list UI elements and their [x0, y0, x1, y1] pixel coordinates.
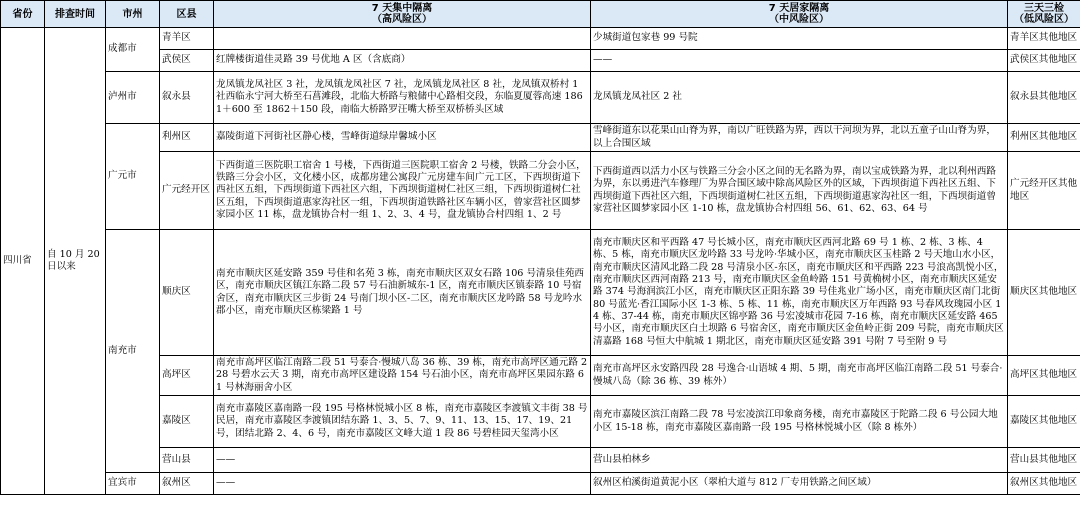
low-risk-cell: 武侯区其他地区: [1008, 50, 1080, 72]
header-mid-risk-sub: （中风险区）: [769, 14, 829, 25]
high-risk-cell: [214, 28, 591, 50]
city-cell: 宜宾市: [106, 473, 160, 495]
header-high-risk-sub: （高风险区）: [372, 14, 432, 25]
header-row: [1, 1, 1080, 28]
city-cell: 南充市: [106, 230, 160, 473]
low-risk-cell: 嘉陵区其他地区: [1008, 396, 1080, 448]
high-risk-cell: 红牌楼街道佳灵路 39 号优地 A 区（含底商）: [214, 50, 591, 72]
time-cell: 自 10 月 20 日以来: [45, 28, 106, 495]
header-county: 区县: [160, 1, 214, 28]
city-cell: 泸州市: [106, 72, 160, 124]
county-cell: 营山县: [160, 448, 214, 473]
mid-risk-cell: 营山县柏林乡: [591, 448, 1008, 473]
county-cell: 叙永县: [160, 72, 214, 124]
mid-risk-cell: 南充市高坪区永安路四段 28 号逸合·山语城 4 期、5 期，南充市高坪区临江南路二段 51 号泰合·慢城八岛（除 36 栋、39 栋外）: [591, 356, 1008, 396]
table-row: [1, 124, 1080, 152]
county-cell: 叙州区: [160, 473, 214, 495]
high-risk-cell: 下西街道三医院职工宿舍 1 号楼，下西街道三医院职工宿舍 2 号楼，铁路二分会小区，铁路三分会小区，文化楼小区，成都房建公寓段广元房建车间广元工区，下西坝街道下西社区五组，下西坝街道下西社区六组，下西坝街道树仁社区三组，下西坝街道树仁社区五组，下西坝街道惠家沟社区一组，下西坝街道铁路社区车辆小区，曾家营社区圆梦家园小区 11 栋，盘龙镇协合村一组 1、2、3、4 号，盘龙镇协合村四组 1、2 号: [214, 152, 591, 230]
mid-risk-cell: 少城街道包家巷 99 号院: [591, 28, 1008, 50]
low-risk-cell: 叙永县其他地区: [1008, 72, 1080, 124]
header-province: 省份: [1, 1, 45, 28]
header-high-risk: [214, 1, 591, 28]
county-cell: 利州区: [160, 124, 214, 152]
mid-risk-cell: 南充市顺庆区和平西路 47 号长城小区，南充市顺庆区西河北路 69 号 1 栋、2 栋、3 栋、4 栋、5 栋，南充市顺庆区龙吟路 33 号龙吟·华城小区，南充市顺庆区玉桂路 2 号天地山水小区，南充市顺庆区清风北路二段 28 号清泉小区-东区，南充市顺庆区和平西路 223 号浪高凯悦小区，南充市顺庆区西河南路 213 号，南充市顺庆区金鱼岭路 151 号黄桷树小区，南充市顺庆区延安路 374 号海润滨江小区，南充市顺庆区正阳东路 39 号佳兆业广场小区，南充市顺庆区南门北街 80 号蓝光·香江国际小区 1-3 栋、5 栋、11 栋，南充市顺庆区万年西路 93 号春风玫瑰园小区 14 栋、37-44 栋，南充市顺庆区锦亭路 36 号宏凌城市花园 7-16 栋，南充市顺庆区延安路 465 号小区，南充市顺庆区白土坝路 6 号宿舍区，南充市顺庆区金鱼岭正街 209 号院，南充市顺庆区清嘉路 168 号恒大中航城 1 期北区，南充市顺庆区延安路 391 号附 7 号至附 9 号: [591, 230, 1008, 356]
county-cell: 顺庆区: [160, 230, 214, 356]
low-risk-cell: 营山县其他地区: [1008, 448, 1080, 473]
low-risk-cell: 利州区其他地区: [1008, 124, 1080, 152]
city-cell: 成都市: [106, 28, 160, 72]
high-risk-cell: 南充市顺庆区延安路 359 号佳和名苑 3 栋，南充市顺庆区双女石路 106 号清泉佳苑西区，南充市顺庆区镇江东路二段 57 号石油新城东-1 区，南充市顺庆区镇泰路 10 号宿舍区，南充市顺庆区三步街 24 号南门坝小区-二区，南充市顺庆区龙吟路 58 号龙吟水郡小区，南充市顺庆区栋梁路 1 号: [214, 230, 591, 356]
mid-risk-cell: 龙凤镇龙凤社区 2 社: [591, 72, 1008, 124]
mid-risk-cell: ——: [591, 50, 1008, 72]
mid-risk-cell: 南充市嘉陵区滨江南路二段 78 号宏凌滨江印象商务楼，南充市嘉陵区于陀路二段 6 号公园大地小区 15-18 栋，南充市嘉陵区嘉南路一段 195 号格林悦城小区（除 8 栋外）: [591, 396, 1008, 448]
header-city: 市州: [106, 1, 160, 28]
header-time: 排查时间: [45, 1, 106, 28]
table-row: [1, 473, 1080, 495]
low-risk-cell: 叙州区其他地区: [1008, 473, 1080, 495]
table-row: [1, 152, 1080, 230]
header-mid-risk: [591, 1, 1008, 28]
county-cell: 嘉陵区: [160, 396, 214, 448]
table-row: [1, 356, 1080, 396]
header-high-risk-title: 7 天集中隔离: [371, 3, 433, 14]
county-cell: 广元经开区: [160, 152, 214, 230]
header-mid-risk-title: 7 天居家隔离: [768, 3, 830, 14]
mid-risk-cell: 下西街道西以活力小区与铁路三分会小区之间的无名路为界，南以宝成铁路为界，北以利州西路为界，东以勇进汽车修理厂为界合围区域中除高风险区外的区域，下西坝街道下西社区五组、下西坝街道下西社区六组，下西坝街道树仁社区五组，下西坝街道惠家沟社区一组，下西坝街道曾家营社区圆梦家园小区 1-10 栋，盘龙镇协合村四组 56、61、62、63、64 号: [591, 152, 1008, 230]
table-row: [1, 50, 1080, 72]
low-risk-cell: 广元经开区其他地区: [1008, 152, 1080, 230]
city-cell: 广元市: [106, 124, 160, 230]
province-cell: 四川省: [1, 28, 45, 495]
high-risk-cell: 南充市嘉陵区嘉南路一段 195 号格林悦城小区 8 栋，南充市嘉陵区李渡镇文丰街 38 号民居，南充市嘉陵区李渡镇团结东路 1、3、5、7、9、11、13、15、17、19、21 号，团结北路 2、4、6 号，南充市嘉陵区文峰大道 1 段 86 号碧桂园天玺湾小区: [214, 396, 591, 448]
county-cell: 高坪区: [160, 356, 214, 396]
table-row: [1, 396, 1080, 448]
mid-risk-cell: 叙州区柏溪街道黄泥小区（翠柏大道与 812 厂专用铁路之间区域）: [591, 473, 1008, 495]
county-cell: 青羊区: [160, 28, 214, 50]
low-risk-cell: 青羊区其他地区: [1008, 28, 1080, 50]
high-risk-cell: 龙凤镇龙凤社区 3 社，龙凤镇龙凤社区 7 社，龙凤镇龙凤社区 8 社，龙凤镇双桥村 1 社西临永宁河大桥至石菖滩段，北临大桥路与粮储中心路相交段，东临夏厦蓉高速 1861＋600 至 1862＋150 段，南临大桥路罗汪嘴大桥至双桥桥头区域: [214, 72, 591, 124]
high-risk-cell: ——: [214, 473, 591, 495]
county-cell: 武侯区: [160, 50, 214, 72]
table-row: [1, 72, 1080, 124]
low-risk-cell: 高坪区其他地区: [1008, 356, 1080, 396]
header-low-risk-title: 三天三检: [1024, 3, 1064, 14]
high-risk-cell: 嘉陵街道下河街社区静心楼，雪峰街道绿岸馨城小区: [214, 124, 591, 152]
table-row: [1, 230, 1080, 356]
high-risk-cell: 南充市高坪区临江南路二段 51 号泰合·慢城八岛 36 栋、39 栋，南充市高坪区通元路 228 号碧水云天 3 期，南充市高坪区建设路 154 号石油小区，南充市高坪区果园东路 61 号林海丽舍小区: [214, 356, 591, 396]
mid-risk-cell: 雪峰街道东以花果山山脊为界，南以广旺铁路为界，西以干河坝为界，北以五童子山山脊为界，以上合围区域: [591, 124, 1008, 152]
table-row: [1, 28, 1080, 50]
high-risk-cell: ——: [214, 448, 591, 473]
header-low-risk-sub: （低风险区）: [1014, 14, 1074, 25]
low-risk-cell: 顺庆区其他地区: [1008, 230, 1080, 356]
table-row: [1, 448, 1080, 473]
header-low-risk: [1008, 1, 1080, 28]
